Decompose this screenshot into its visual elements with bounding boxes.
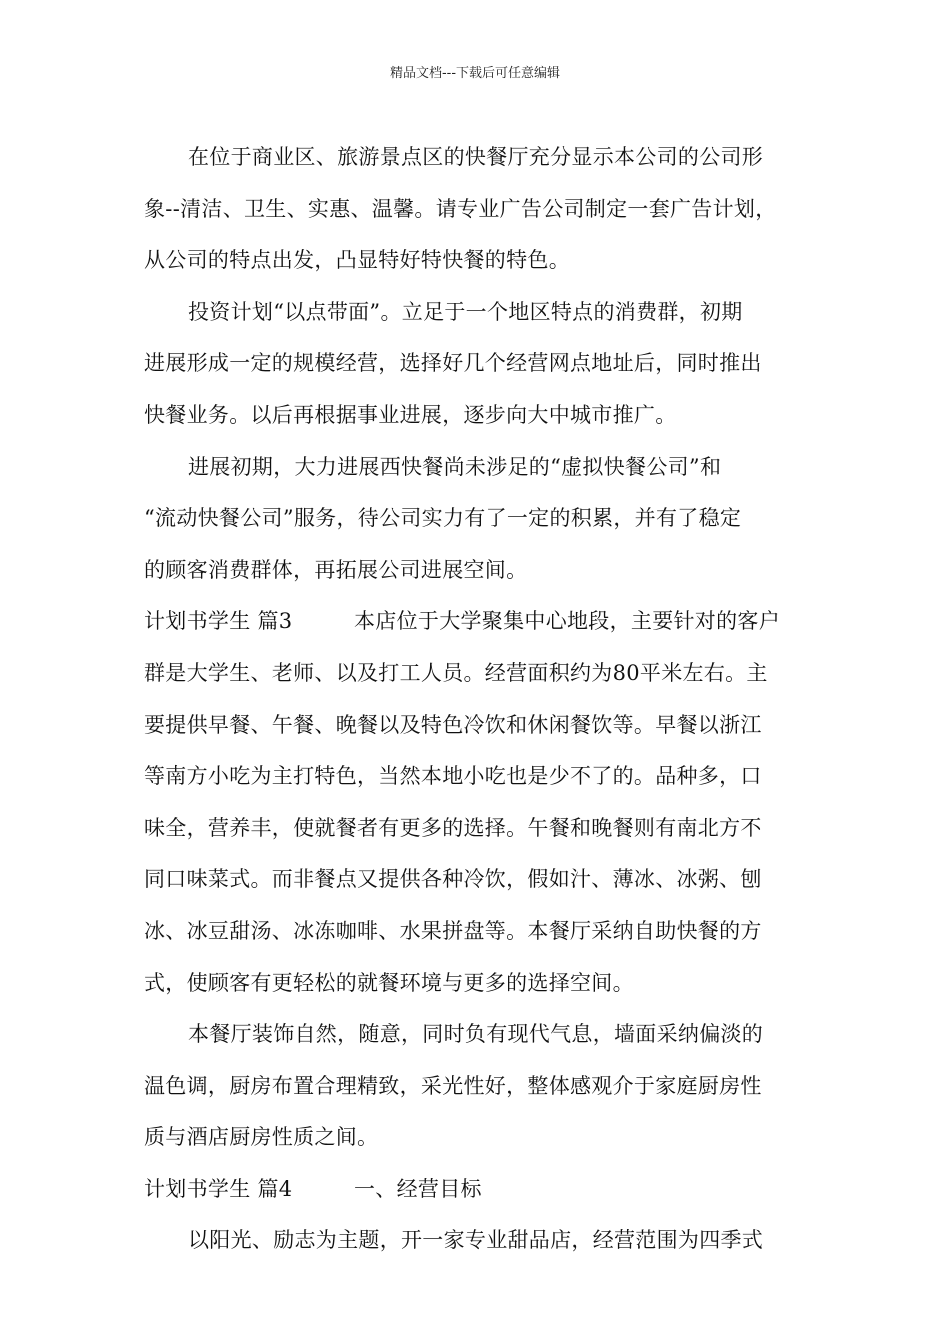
text-line: 从公司的特点出发，凸显特好特快餐的特色。 — [144, 248, 570, 273]
text-line: 温色调，厨房布置合理精致，采光性好，整体感观介于家庭厨房性 — [144, 1073, 762, 1098]
text-line: 本餐厅装饰自然，随意，同时负有现代气息，墙面采纳偏淡的 — [188, 1022, 764, 1047]
paragraph-1-cont — [144, 184, 809, 287]
section-3-heading: 计划书学生 篇3 — [144, 609, 293, 634]
document-body — [144, 132, 809, 1267]
section-4-first-line — [144, 1164, 809, 1216]
paragraph-3 — [144, 442, 809, 494]
section-4-paragraph — [144, 1215, 809, 1267]
text-line: 要提供早餐、午餐、晚餐以及特色冷饮和休闲餐饮等。早餐以浙江 — [144, 712, 762, 737]
section-4-first-text: 一、经营目标 — [354, 1176, 482, 1201]
text-line: 进展初期，大力进展西快餐尚未涉足的“虚拟快餐公司”和 — [188, 454, 722, 479]
text-line: 冰、冰豆甜汤、冰冻咖啡、水果拼盘等。本餐厅采纳自助快餐的方 — [144, 918, 762, 943]
text-line: 进展形成一定的规模经营，选择好几个经营网点地址后，同时推出 — [144, 351, 762, 376]
text-line: 质与酒店厨房性质之间。 — [144, 1125, 379, 1150]
text-line: “流动快餐公司”服务，待公司实力有了一定的积累，并有了稳定 — [144, 506, 742, 531]
paragraph-1 — [144, 132, 809, 184]
text-line: 在位于商业区、旅游景点区的快餐厅充分显示本公司的公司形 — [188, 145, 764, 169]
section-3 — [144, 596, 809, 1009]
text-line: 象--清洁、卫生、实惠、温馨。请专业广告公司制定一套广告计划， — [144, 196, 777, 221]
paragraph-3-cont — [144, 493, 809, 596]
section-4-heading: 计划书学生 篇4 — [144, 1176, 293, 1201]
section-4 — [144, 1164, 809, 1216]
paragraph-2 — [144, 287, 809, 339]
text-line: 以阳光、励志为主题，开一家专业甜品店，经营范围为四季式 — [188, 1228, 764, 1253]
text-line: 投资计划“以点带面”。立足于一个地区特点的消费群，初期 — [188, 299, 743, 324]
section-3-paragraph-2-cont — [144, 1061, 809, 1164]
text-line: 等南方小吃为主打特色，当然本地小吃也是少不了的。品种多，口 — [144, 764, 762, 789]
section-3-paragraph-2 — [144, 1009, 809, 1061]
text-line: 式，使顾客有更轻松的就餐环境与更多的选择空间。 — [144, 970, 634, 995]
text-line: 同口味菜式。而非餐点又提供各种冷饮，假如汁、薄冰、冰粥、刨 — [144, 867, 762, 892]
section-3-first-line — [144, 596, 809, 648]
text-line: 味全，营养丰，使就餐者有更多的选择。午餐和晚餐则有南北方不 — [144, 815, 762, 840]
text-line: 快餐业务。以后再根据事业进展，逐步向大中城市推广。 — [144, 402, 677, 427]
section-3-first-text: 本店位于大学聚集中心地段，主要针对的客户 — [354, 609, 780, 634]
paragraph-2-cont — [144, 338, 809, 441]
text-line: 群是大学生、老师、以及打工人员。经营面积约为80平米左右。主 — [144, 660, 768, 685]
page-header: 精品文档---下载后可任意编辑 — [389, 66, 561, 81]
text-line: 的顾客消费群体，再拓展公司进展空间。 — [144, 557, 528, 582]
